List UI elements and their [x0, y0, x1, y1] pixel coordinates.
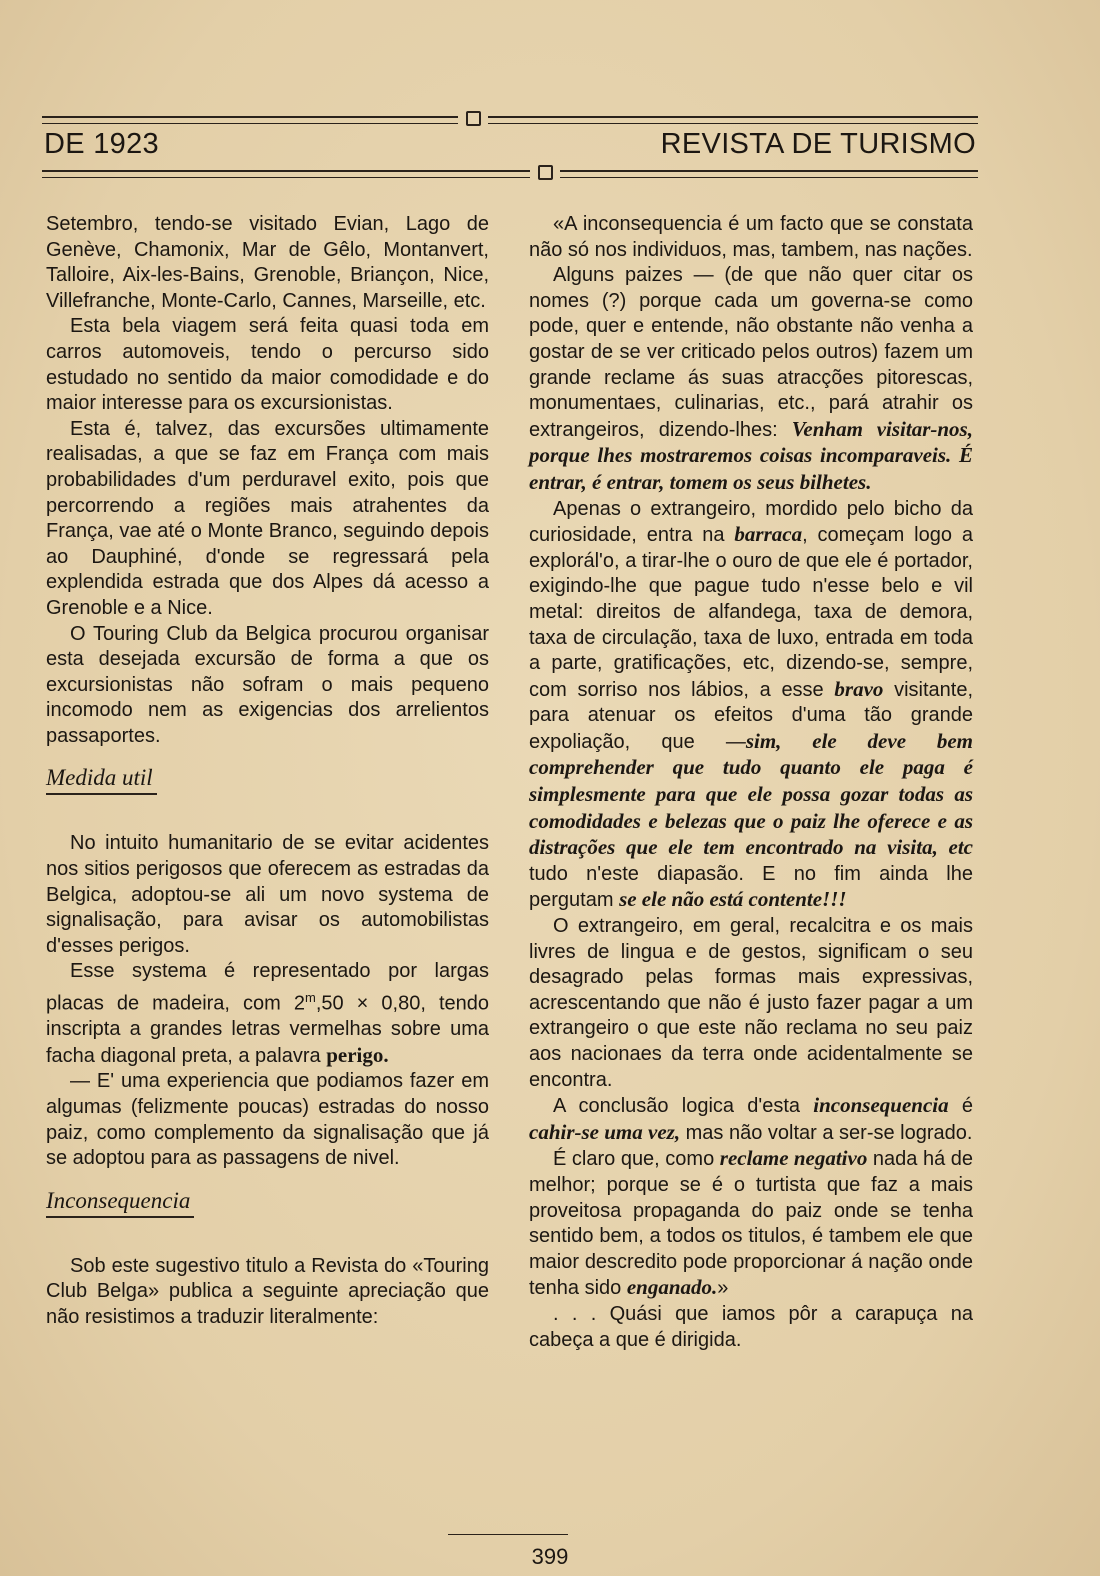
p3-text-d: tudo n'este diapasão. E no fim ainda lhe pergutam	[529, 862, 973, 912]
footer-rule	[448, 1534, 568, 1535]
p3-emphasis-bravo: bravo	[834, 676, 884, 701]
p5-text-a: A conclusão logica d'esta	[553, 1095, 814, 1118]
p6-emphasis-enganado: enganado.	[626, 1275, 718, 1300]
left-column	[46, 212, 489, 1331]
header-bottom-rule-left	[42, 170, 530, 178]
section-title-inconsequencia: Inconsequencia	[46, 1186, 194, 1218]
right-paragraph-1: «A inconsequencia é um facto que se constata não só nos individuos, mas, tambem, nas nações.	[529, 213, 973, 261]
right-paragraph-4: O extrangeiro, em geral, recalcitra e os mais livres de lingua e de gestos, significam o seu desagrado pelas formas mais expressivas, acrescentando que não é justo fazer pagar a um extrangeiro o que este não reclama no seu paiz aos nacionaes da terra onde acidentalmente se encontra.	[529, 915, 973, 1091]
left-paragraph-4: O Touring Club da Belgica procurou organisar esta desejada excursão de forma a que os excursionistas não sofram o mais pequeno incomodo nem as exigencias dos arrelientos passaportes.	[46, 622, 489, 747]
left-paragraph-5: No intuito humanitario de se evitar acidentes nos sitios perigosos que oferecem as estradas da Belgica, adoptou-se ali um novo systema de signalisação, para avisar os automobilistas d'esses perigos.	[46, 832, 489, 957]
p5-emphasis-cahir: cahir-se uma vez,	[529, 1119, 681, 1144]
left-paragraph-2: Esta bela viagem será feita quasi toda em carros automoveis, tendo o percurso sido estudado no sentido da maior comodidade e do maior interesse para os excursionistas.	[46, 315, 489, 415]
right-paragraph-6	[529, 1146, 973, 1302]
p6-text-b: nada há de melhor; porque se é o turtista que faz a mais proveitosa propaganda do paiz onde se tenha sentido bem, a todos os titulos, é tambem ele que maior descredito pode proporcionar á nação onde tenha sido	[529, 1148, 974, 1300]
p6-word-perigo: perigo.	[326, 1042, 389, 1067]
header-date: DE 1923	[44, 128, 159, 160]
right-paragraph-3	[529, 497, 973, 915]
header-top-rule-right	[488, 116, 978, 124]
p3-emphasis-barraca: barraca	[734, 522, 803, 547]
left-paragraph-7: — E' uma experiencia que podiamos fazer em algumas (felizmente poucas) estradas do nosso paiz, como complemento da signalisação que já se adoptou para as passagens de nivel.	[46, 1070, 489, 1170]
header-bottom-rule-right	[560, 170, 978, 178]
header-top-ornament	[466, 111, 481, 126]
p3-emphasis-contente: se ele não está contente!!!	[619, 887, 847, 912]
left-paragraph-1: Setembro, tendo-se visitado Evian, Lago de Genève, Chamonix, Mar de Gêlo, Montanvert, Talloire, Aix-les-Bains, Grenoble, Briançon, Nice, Villefranche, Monte-Carlo, Cannes, Marseille, etc.	[46, 213, 489, 312]
right-paragraph-2	[529, 263, 973, 496]
p6-superscript: m	[304, 990, 316, 1006]
header-top-rule-left	[42, 116, 458, 124]
right-paragraph-7: . . . Quási que iamos pôr a carapuça na cabeça a que é dirigida.	[529, 1302, 973, 1351]
p5-text-b: é	[948, 1095, 973, 1118]
p3-text-a: Apenas o extrangeiro, mordido pelo bicho da curiosidade, entra na	[529, 497, 973, 547]
p3-text-c: visitante, para atenuar os efeitos d'uma tão grande expoliação, que —	[529, 678, 974, 753]
p6-text-a: É claro que, como	[553, 1148, 720, 1171]
left-paragraph-6	[46, 959, 489, 1069]
page-number: 399	[531, 1544, 569, 1569]
header-title: REVISTA DE TURISMO	[660, 128, 976, 160]
p6-emphasis-reclame: reclame negativo	[719, 1146, 868, 1171]
p3-text-b: , começam logo a explorál'o, a tirar-lhe o ouro de que ele é portador, exigindo-lhe que pague tudo n'esse belo e vil metal: direitos de alfandega, taxa de demora, taxa de circulação, taxa de luxo, entrada em toda a parte, gratificações, etc, dizendo-se, sempre, com sorriso nos lábios, a esse	[529, 524, 973, 701]
p6-text-b: ,50 × 0,80, tendo inscripta a grandes letras vermelhas sobre uma facha diagonal preta, a palavra	[46, 992, 489, 1067]
section-heading-medida	[46, 763, 489, 795]
p5-text-c: mas não voltar a ser-se logrado.	[680, 1121, 973, 1144]
p5-emphasis-inconsequencia: inconsequencia	[813, 1093, 949, 1118]
p2-emphasis: Venham visitar-nos, porque lhes mostraremos coisas incomparaveis. É entrar, é entrar, tomem os seus bilhetes.	[529, 416, 973, 494]
p2-text: Alguns paizes — (de que não quer citar os nomes (?) porque cada um governa-se como pode, quer e entende, não obstante não venha a gostar de se ver criticado pelos outros) fazem um grande reclame ás suas atracções pitorescas, monumentaes, culinarias, etc., pará atrahir os extrangeiros, dizendo-lhes:	[529, 264, 973, 441]
p6-text-c: »	[717, 1277, 729, 1300]
right-paragraph-5	[529, 1093, 973, 1146]
left-paragraph-3: Esta é, talvez, das excursões ultimamente realisadas, a que se faz em França com mais probabilidades d'um perduravel exito, pois que percorrendo a regiões mais atrahentes da França, vae até o Monte Branco, seguindo depois ao Dauphiné, d'onde se regressará pela explendida estrada que dos Alpes dá acesso a Grenoble e a Nice.	[46, 417, 489, 619]
header-bottom-ornament	[538, 165, 553, 180]
left-paragraph-8: Sob este sugestivo titulo a Revista do «Touring Club Belga» publica a seguinte apreciação que não resistimos a traduzir literalmente:	[46, 1254, 489, 1329]
section-heading-inconsequencia	[46, 1186, 489, 1218]
right-column	[529, 212, 973, 1353]
p3-emphasis-sim: sim, ele deve bem comprehender que tudo quanto ele paga é simplesmente para que ele possa gozar todas as comodidades e belezas que o paiz lhe oferece e as distrações que ele tem encontrado na visita, etc	[529, 728, 973, 860]
p6-text-a: Esse systema é representado por largas placas de madeira, com 2	[46, 960, 489, 1015]
section-title-medida-util: Medida util	[46, 763, 157, 795]
